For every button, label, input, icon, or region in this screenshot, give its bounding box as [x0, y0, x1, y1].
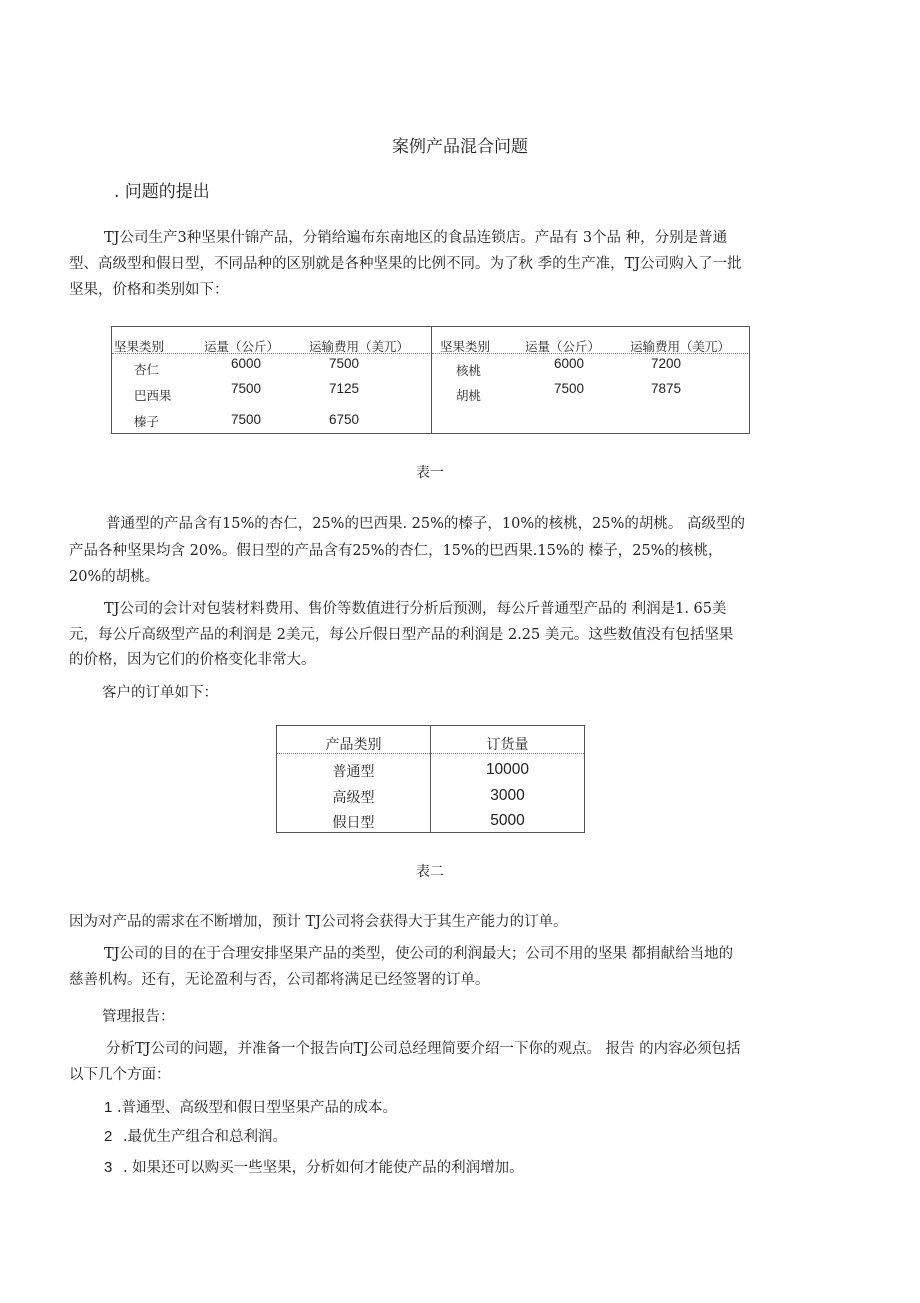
table-cell: 7500 — [231, 412, 262, 427]
orders-intro: 客户的订单如下： — [102, 685, 218, 701]
nut-price-table — [111, 326, 750, 434]
report-heading: 管理报告： — [102, 1009, 175, 1025]
profit-line: TJ公司的会计对包装材料费用、售价等数值进行分析后预测，每公斤普通型产品的 利润是1. 65美 — [104, 601, 727, 617]
section-heading: . 问题的提出 — [114, 182, 210, 202]
table-header: 运输费用（美兀） — [630, 339, 731, 354]
table-header: 运输费用（美兀） — [309, 339, 410, 354]
table-divider — [431, 327, 432, 433]
report-line: 分析TJ公司的问题，并准备一个报告向TJ公司总经理简要介绍一下你的观点。 报告 的内容必须包括 — [106, 1041, 741, 1057]
list-number: 2 — [104, 1128, 113, 1145]
goal-line: TJ公司的目的在于合理安排坚果产品的类型，使公司的利润最大；公司不用的坚果 都捐献给当地的 — [104, 946, 734, 962]
table-header: 订货量 — [486, 737, 529, 753]
header-rule — [112, 353, 430, 354]
intro-line: 坚果，价格和类别如下： — [69, 282, 229, 298]
table-cell: 6000 — [231, 356, 262, 371]
list-number: 1 — [104, 1099, 113, 1116]
table-cell: 巴西果 — [134, 388, 172, 403]
table-cell: 7875 — [651, 381, 682, 396]
table-header: 产品类别 — [325, 737, 382, 753]
table-cell: 杏仁 — [134, 362, 160, 377]
table-cell: 7500 — [329, 356, 360, 371]
composition-line: 20%的胡桃。 — [69, 569, 160, 585]
table-cell: 普通型 — [332, 764, 375, 780]
table-caption: 表二 — [416, 864, 444, 880]
list-text: .普通型、高级型和假日型坚果产品的成本。 — [116, 1100, 398, 1116]
list-text: .最优生产组合和总利润。 — [122, 1129, 288, 1145]
header-rule — [432, 353, 748, 354]
table-cell: 7500 — [231, 381, 262, 396]
report-line: 以下几个方面： — [69, 1067, 171, 1083]
table-cell: 高级型 — [332, 790, 375, 806]
table-cell: 5000 — [490, 812, 525, 829]
table-header: 坚果类别 — [114, 339, 165, 354]
table-header: 运量（公斤） — [204, 339, 280, 354]
table-header: 运量（公斤） — [525, 339, 601, 354]
table-caption: 表一 — [416, 465, 444, 481]
table-cell: 7500 — [554, 381, 585, 396]
list-item — [104, 1156, 524, 1177]
profit-line: 的价格，因为它们的价格变化非常大。 — [69, 652, 316, 668]
list-item — [104, 1125, 287, 1146]
composition-line: 产品各种坚果均含 20%。假日型的产品含有25%的杏仁，15%的巴西果.15%的 榛子，25%的核桃， — [69, 543, 723, 559]
profit-line: 元，每公斤高级型产品的利润是 2美元，每公斤假日型产品的利润是 2.25 美元。这些数值没有包括坚果 — [69, 627, 734, 643]
demand-line: 因为对产品的需求在不断增加，预计 TJ公司将会获得大于其生产能力的订单。 — [69, 914, 568, 930]
page-title: 案例产品混合问题 — [392, 137, 528, 157]
table-cell: 7200 — [651, 356, 682, 371]
list-text: . 如果还可以购买一些坚果，分析如何才能使产品的利润增加。 — [122, 1160, 524, 1176]
order-table — [276, 725, 585, 833]
table-cell: 6750 — [329, 412, 360, 427]
table-cell: 胡桃 — [456, 388, 482, 403]
table-cell: 10000 — [485, 761, 530, 778]
table-cell: 榛子 — [134, 414, 160, 429]
table-cell: 假日型 — [332, 815, 375, 831]
table-cell: 7125 — [329, 381, 360, 396]
goal-line: 慈善机构。还有，无论盈利与否，公司都将满足已经签署的订单。 — [69, 972, 490, 988]
table-header: 坚果类别 — [440, 339, 491, 354]
composition-line: 普通型的产品含有15%的杏仁，25%的巴西果. 25%的榛子，10%的核桃，25%的胡桃。 高级型的 — [106, 516, 745, 532]
table-cell: 6000 — [554, 356, 585, 371]
intro-line: 型、高级型和假日型，不同品种的区别就是各种坚果的比例不同。为了秋 季的生产准，TJ公司购入了一批 — [69, 256, 742, 272]
table-cell: 核桃 — [456, 363, 482, 378]
list-item — [104, 1096, 397, 1117]
intro-line: TJ公司生产3种坚果什锦产品，分销给遍布东南地区的食品连锁店。产品有 3个品 种，分别是普通 — [104, 230, 728, 246]
list-number: 3 — [104, 1159, 113, 1176]
table-cell: 3000 — [490, 787, 525, 804]
